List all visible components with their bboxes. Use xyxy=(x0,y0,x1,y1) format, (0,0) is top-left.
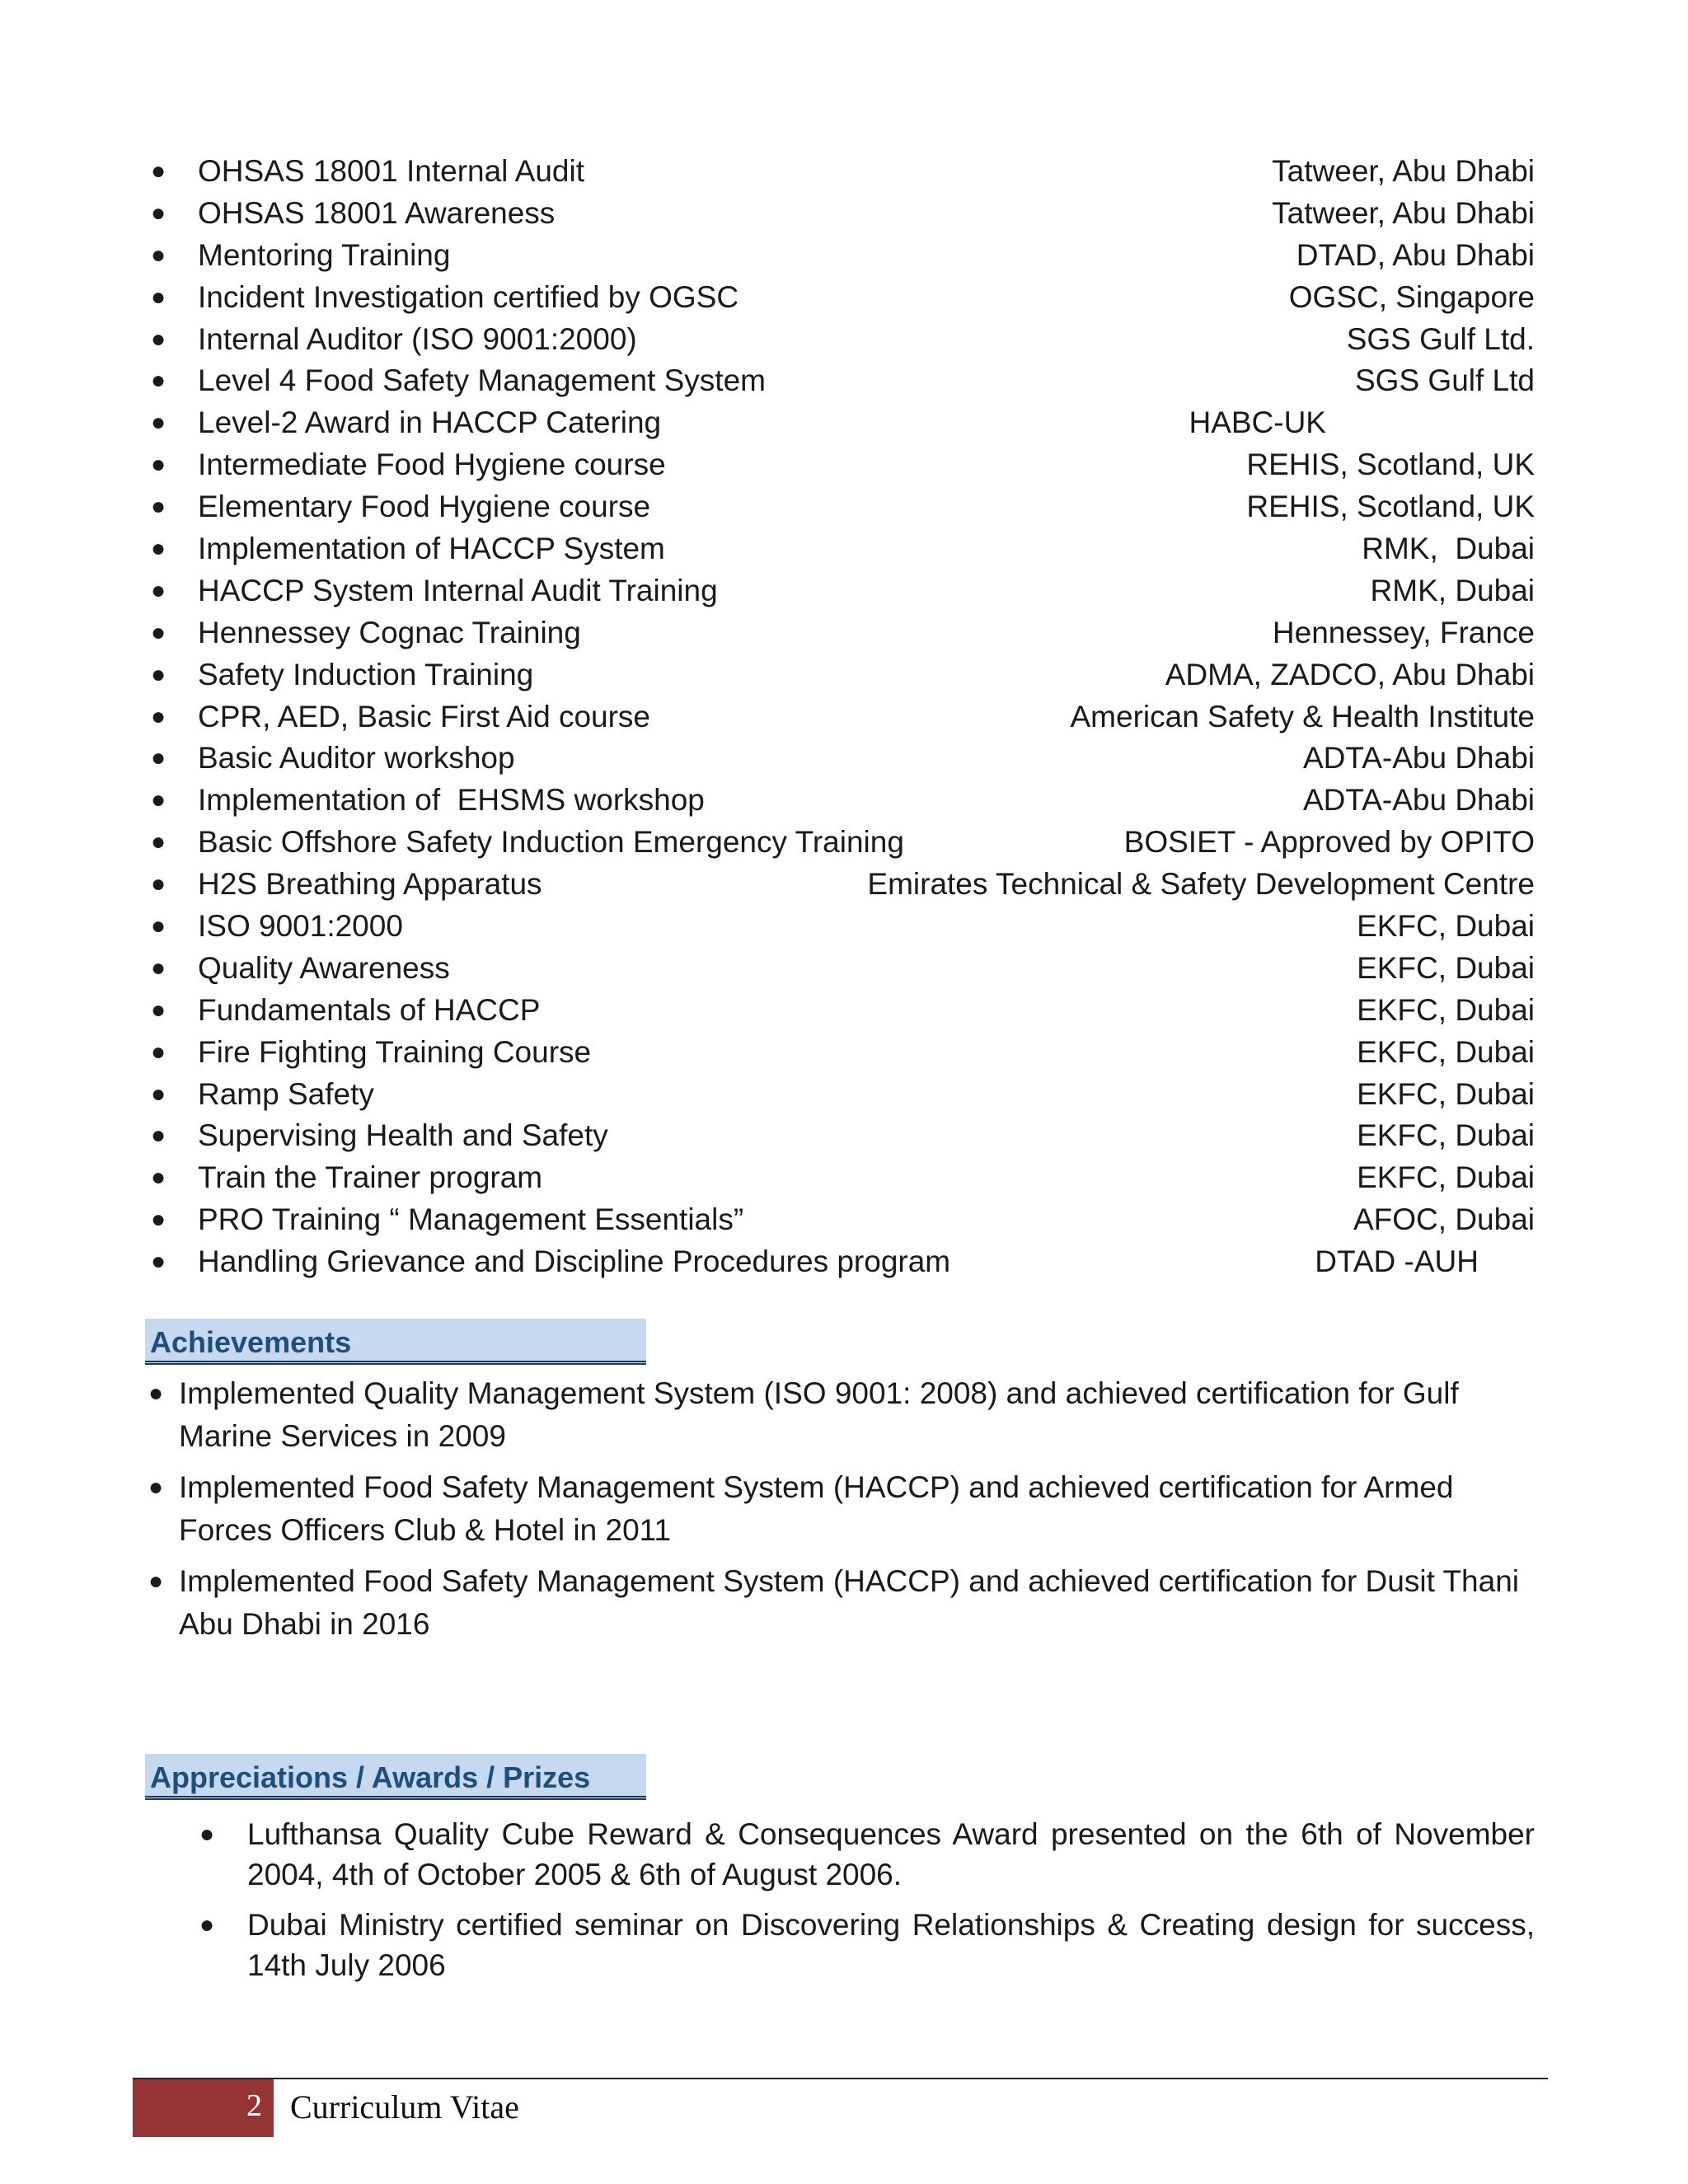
training-item xyxy=(148,822,1535,864)
training-provider: SGS Gulf Ltd. xyxy=(1346,321,1535,356)
bullet-icon: ● xyxy=(199,1821,215,1848)
achievement-item xyxy=(148,1372,1550,1458)
awards-list xyxy=(199,1814,1535,1995)
training-item xyxy=(148,277,1535,319)
training-course: Internal Auditor (ISO 9001:2000) xyxy=(198,321,637,356)
award-item xyxy=(199,1905,1535,1985)
training-course: Train the Trainer program xyxy=(198,1160,543,1195)
training-provider: DTAD, Abu Dhabi xyxy=(1296,237,1535,272)
bullet-icon: ● xyxy=(150,241,166,269)
bullet-icon: ● xyxy=(150,1080,166,1108)
training-item xyxy=(148,780,1535,822)
training-course: Safety Induction Training xyxy=(198,657,534,691)
bullet-icon: ● xyxy=(150,1038,166,1066)
training-item xyxy=(148,444,1535,486)
training-provider: EKFC, Dubai xyxy=(1357,1160,1535,1195)
training-course: Mentoring Training xyxy=(198,237,451,272)
bullet-icon: ● xyxy=(150,1164,166,1192)
training-item xyxy=(148,1241,1535,1283)
training-item xyxy=(148,486,1535,528)
training-provider: BOSIET - Approved by OPITO xyxy=(1123,825,1535,860)
bullet-icon: ● xyxy=(150,493,166,521)
achievement-text: Implemented Quality Management System (ISO 9001: 2008) and achieved certification for Gulf Marine Services in 2009 xyxy=(179,1376,1459,1453)
training-provider: EKFC, Dubai xyxy=(1357,1118,1535,1153)
achievement-text: Implemented Food Safety Management System (HACCP) and achieved certification for Armed Forces Officers Club & Hotel in 2011 xyxy=(179,1470,1454,1547)
bullet-icon: ● xyxy=(150,367,166,395)
bullet-icon: ● xyxy=(150,954,166,982)
training-provider: EKFC, Dubai xyxy=(1357,1076,1535,1111)
training-course: Quality Awareness xyxy=(198,950,450,985)
award-item xyxy=(199,1814,1535,1895)
training-course: Level-2 Award in HACCP Catering xyxy=(198,405,662,440)
training-provider: HABC-UK xyxy=(1189,405,1326,440)
bullet-icon: ● xyxy=(148,1474,164,1501)
training-provider: ADTA-Abu Dhabi xyxy=(1302,783,1535,818)
bullet-icon: ● xyxy=(150,1122,166,1150)
training-provider: Emirates Technical & Safety Development Centre xyxy=(867,867,1535,902)
training-item xyxy=(148,864,1535,906)
training-course: Basic Offshore Safety Induction Emergency Training xyxy=(198,825,904,860)
bullet-icon: ● xyxy=(150,1206,166,1234)
training-provider: Tatweer, Abu Dhabi xyxy=(1272,195,1535,230)
footer-page-box xyxy=(133,2079,274,2137)
training-course: Handling Grievance and Discipline Procedures program xyxy=(198,1244,951,1279)
achievement-item xyxy=(148,1560,1550,1646)
bullet-icon: ● xyxy=(150,535,166,563)
training-item xyxy=(148,402,1535,444)
training-provider: ADMA, ZADCO, Abu Dhabi xyxy=(1165,657,1535,691)
training-provider: Hennessey, France xyxy=(1272,615,1535,649)
bullet-icon: ● xyxy=(150,870,166,898)
training-provider: ADTA-Abu Dhabi xyxy=(1302,741,1535,776)
bullet-icon: ● xyxy=(150,409,166,437)
bullet-icon: ● xyxy=(150,325,166,353)
training-provider: Tatweer, Abu Dhabi xyxy=(1272,154,1535,188)
training-course: Level 4 Food Safety Management System xyxy=(198,363,766,398)
bullet-icon: ● xyxy=(150,912,166,940)
training-item xyxy=(148,528,1535,570)
bullet-icon: ● xyxy=(150,576,166,604)
training-item xyxy=(148,193,1535,235)
bullet-icon: ● xyxy=(150,618,166,646)
bullet-icon: ● xyxy=(150,996,166,1024)
bullet-icon: ● xyxy=(150,744,166,772)
training-course: Hennessey Cognac Training xyxy=(198,615,581,649)
training-item xyxy=(148,319,1535,361)
bullet-icon: ● xyxy=(150,199,166,227)
training-provider: OGSC, Singapore xyxy=(1288,279,1535,314)
bullet-icon: ● xyxy=(150,451,166,479)
training-item xyxy=(148,1199,1535,1241)
training-item xyxy=(148,906,1535,948)
training-item xyxy=(148,235,1535,277)
training-item xyxy=(148,654,1535,696)
award-text: Lufthansa Quality Cube Reward & Consequences Award presented on the 6th of November 2004, 4th of October 2005 & 6th of August 2006. xyxy=(247,1817,1535,1891)
training-provider: American Safety & Health Institute xyxy=(1070,699,1535,733)
training-item xyxy=(148,570,1535,612)
bullet-icon: ● xyxy=(150,702,166,730)
training-course: PRO Training “ Management Essentials” xyxy=(198,1202,744,1237)
training-item xyxy=(148,738,1535,780)
bullet-icon: ● xyxy=(199,1911,215,1938)
achievements-list xyxy=(148,1372,1550,1654)
training-provider: AFOC, Dubai xyxy=(1353,1202,1535,1237)
bullet-icon: ● xyxy=(150,157,166,185)
achievements-header xyxy=(145,1319,646,1365)
training-course: CPR, AED, Basic First Aid course xyxy=(198,699,651,733)
training-list xyxy=(148,151,1535,1283)
training-course: Incident Investigation certified by OGSC xyxy=(198,279,739,314)
training-provider: DTAD -AUH xyxy=(1315,1244,1479,1279)
achievement-text: Implemented Food Safety Management System (HACCP) and achieved certification for Dusit Thani Abu Dhabi in 2016 xyxy=(179,1564,1520,1641)
training-item xyxy=(148,612,1535,654)
training-course: Intermediate Food Hygiene course xyxy=(198,448,666,482)
training-item xyxy=(148,151,1535,193)
award-text: Dubai Ministry certified seminar on Discovering Relationships & Creating design for success, 14th July 2006 xyxy=(247,1908,1535,1982)
achievements-title: Achievements xyxy=(150,1325,352,1359)
training-course: Basic Auditor workshop xyxy=(198,741,515,776)
training-course: OHSAS 18001 Awareness xyxy=(198,195,556,230)
training-course: OHSAS 18001 Internal Audit xyxy=(198,154,584,188)
bullet-icon: ● xyxy=(148,1568,164,1595)
training-item xyxy=(148,360,1535,402)
training-provider: EKFC, Dubai xyxy=(1357,992,1535,1027)
footer-document-title: Curriculum Vitae xyxy=(290,2088,519,2125)
training-course: Fundamentals of HACCP xyxy=(198,992,541,1027)
bullet-icon: ● xyxy=(150,1248,166,1276)
achievement-item xyxy=(148,1466,1550,1552)
awards-title: Appreciations / Awards / Prizes xyxy=(150,1760,591,1794)
bullet-icon: ● xyxy=(150,660,166,688)
bullet-icon: ● xyxy=(150,283,166,311)
footer-divider xyxy=(133,2078,1548,2079)
training-item xyxy=(148,1074,1535,1116)
training-provider: EKFC, Dubai xyxy=(1357,1034,1535,1069)
training-course: H2S Breathing Apparatus xyxy=(198,867,542,902)
training-course: Fire Fighting Training Course xyxy=(198,1034,592,1069)
training-item xyxy=(148,1115,1535,1157)
training-item xyxy=(148,1032,1535,1074)
awards-header xyxy=(145,1754,646,1800)
training-course: Supervising Health and Safety xyxy=(198,1118,608,1153)
training-provider: SGS Gulf Ltd xyxy=(1355,363,1535,398)
training-course: ISO 9001:2000 xyxy=(198,909,403,944)
training-provider: RMK, Dubai xyxy=(1370,573,1535,607)
training-provider: EKFC, Dubai xyxy=(1357,909,1535,944)
training-course: HACCP System Internal Audit Training xyxy=(198,573,718,607)
training-item xyxy=(148,1157,1535,1199)
training-item xyxy=(148,990,1535,1032)
training-provider: REHIS, Scotland, UK xyxy=(1246,490,1535,524)
training-provider: REHIS, Scotland, UK xyxy=(1246,448,1535,482)
training-course: Implementation of HACCP System xyxy=(198,532,665,566)
training-item xyxy=(148,948,1535,990)
bullet-icon: ● xyxy=(150,786,166,814)
page-number: 2 xyxy=(246,2088,262,2123)
bullet-icon: ● xyxy=(148,1380,164,1407)
training-course: Implementation of EHSMS workshop xyxy=(198,783,705,818)
bullet-icon: ● xyxy=(150,828,166,856)
training-item xyxy=(148,696,1535,738)
training-provider: EKFC, Dubai xyxy=(1357,950,1535,985)
training-provider: RMK, Dubai xyxy=(1362,532,1535,566)
training-course: Elementary Food Hygiene course xyxy=(198,490,651,524)
training-course: Ramp Safety xyxy=(198,1076,374,1111)
